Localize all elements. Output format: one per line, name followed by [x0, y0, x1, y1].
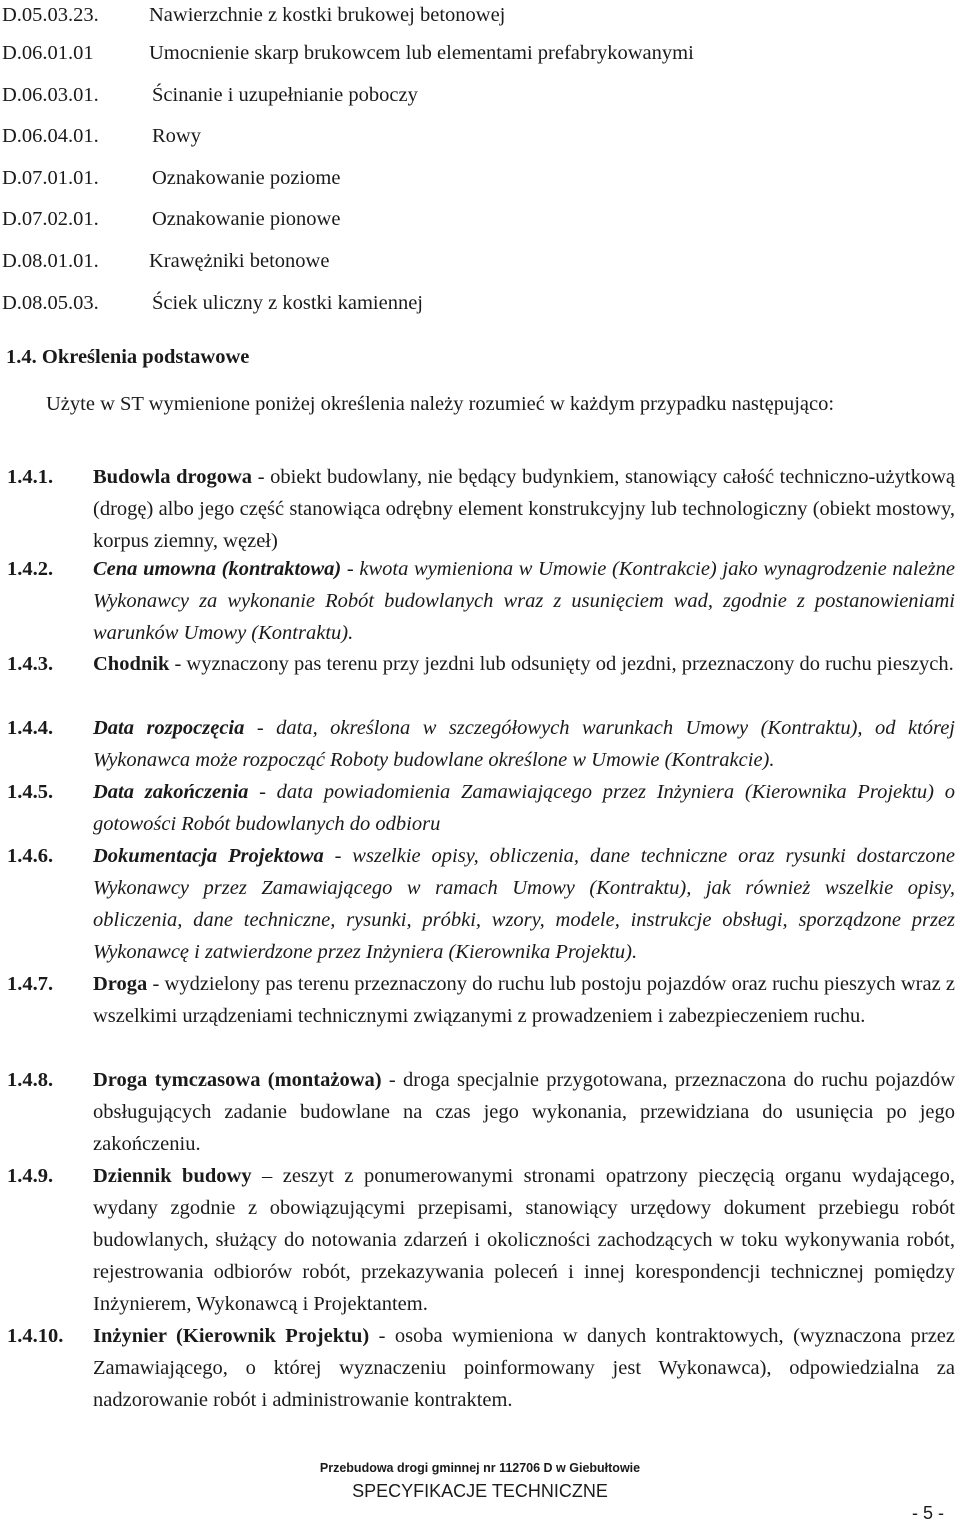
spec-name: Nawierzchnie z kostki brukowej betonowej [149, 4, 506, 26]
spec-code: D.07.01.01. [2, 167, 99, 189]
definition-text: - wyznaczony pas terenu przy jezdni lub odsunięty od jezdni, przeznaczony do ruchu pieszych. [169, 653, 954, 675]
definition-number: 1.4.5. [7, 781, 54, 803]
spec-code: D.08.01.01. [2, 250, 99, 272]
definition-text: - obiekt budowlany, nie będący budynkiem, stanowiący całość techniczno-użytkową (drogę) albo jego część stanowiąca odrębny element konstrukcyjny lub technologiczny (obiekt mostowy, korpus ziemny, węzeł) [93, 466, 955, 552]
definition-text: - droga specjalnie przygotowana, przeznaczona do ruchu pojazdów obsługujących zadanie budowlane na czas jego wykonania, przewidziana do usunięcia po jego zakończeniu. [93, 1069, 955, 1155]
definition-body [93, 1064, 955, 1160]
section-intro: Użyte w ST wymienione poniżej określenia należy rozumieć w każdym przypadku następująco: [46, 393, 835, 415]
definition-body [93, 968, 955, 1032]
spec-code: D.06.03.01. [2, 84, 99, 106]
definition-body [93, 648, 955, 680]
definition-number: 1.4.8. [7, 1069, 54, 1091]
definition-body [93, 1160, 955, 1320]
definition-term: Dokumentacja Projektowa [93, 845, 324, 867]
definition-term: Droga tymczasowa (montażowa) [93, 1069, 382, 1091]
definition-term: Data zakończenia [93, 781, 249, 803]
definition-number: 1.4.7. [7, 973, 54, 995]
definition-number: 1.4.4. [7, 717, 54, 739]
spec-code: D.08.05.03. [2, 292, 99, 314]
definition-number: 1.4.9. [7, 1165, 54, 1187]
definition-body [93, 461, 955, 557]
definition-text: - osoba wymieniona w danych kontraktowych, (wyznaczona przez Zamawiającego, o której wyznaczeniu poinformowany jest Wykonawca), odpowiedzialna za nadzorowanie robót i administrowanie kontraktem. [93, 1325, 955, 1411]
definition-term: Data rozpoczęcia [93, 717, 245, 739]
spec-name: Rowy [152, 125, 201, 147]
definition-text: - data powiadomienia Zamawiającego przez Inżyniera (Kierownika Projektu) o gotowości Robót budowlanych do odbioru [93, 781, 955, 835]
page-number: - 5 - [911, 1503, 944, 1523]
definition-number: 1.4.1. [7, 466, 54, 488]
definition-term: Cena umowna (kontraktowa) [93, 558, 342, 580]
definition-term: Inżynier (Kierownik Projektu) [93, 1325, 370, 1347]
definition-number: 1.4.3. [7, 653, 54, 675]
definition-text: – zeszyt z ponumerowanymi stronami opatrzony pieczęcią organu wydającego, wydany zgodnie z obowiązującymi przepisami, stanowiący urzędowy dokument przebiegu robót budowlanych, służący do notowania zdarzeń i okoliczności zachodzących w toku wykonywania robót, rejestrowania odbiorów robót, przekazywania poleceń i innej korespondencji technicznej pomiędzy Inżynierem, Wykonawcą i Projektantem. [93, 1165, 955, 1315]
spec-name: Umocnienie skarp brukowcem lub elementami prefabrykowanymi [149, 42, 694, 64]
definition-term: Dziennik budowy [93, 1165, 252, 1187]
definition-text: - kwota wymieniona w Umowie (Kontrakcie) jako wynagrodzenie należne Wykonawcy za wykonanie Robót budowlanych wraz z usunięciem wad, zgodnie z postanowieniami warunków Umowy (Kontraktu). [93, 558, 955, 644]
definition-term: Chodnik [93, 653, 170, 675]
spec-name: Ścinanie i uzupełnianie poboczy [152, 84, 418, 106]
definition-text: - wszelkie opisy, obliczenia, dane techniczne oraz rysunki dostarczone Wykonawcy przez Zamawiającego w ramach Umowy (Kontraktu), jak również wszelkie opisy, obliczenia, dane techniczne, rysunki, próbki, wzory, modele, instrukcje obsługi, sporządzone przez Wykonawcę i zatwierdzone przez Inżyniera (Kierownika Projektu). [93, 845, 955, 963]
definition-body [93, 840, 955, 968]
spec-code: D.06.04.01. [2, 125, 99, 147]
definition-number: 1.4.10. [7, 1325, 64, 1347]
definition-body [93, 712, 955, 776]
spec-name: Krawężniki betonowe [149, 250, 330, 272]
definition-body [93, 553, 955, 649]
spec-name: Ściek uliczny z kostki kamiennej [152, 292, 423, 314]
spec-code: D.05.03.23. [2, 4, 99, 26]
definition-body [93, 776, 955, 840]
definition-text: - wydzielony pas terenu przeznaczony do ruchu lub postoju pojazdów oraz ruchu pieszych wraz z wszelkimi urządzeniami technicznymi związanymi z prowadzeniem i zabezpieczeniem ruchu. [93, 973, 955, 1027]
spec-code: D.07.02.01. [2, 208, 99, 230]
definition-body [93, 1320, 955, 1416]
definition-number: 1.4.2. [7, 558, 54, 580]
spec-code: D.06.01.01 [2, 42, 94, 64]
footer-project-title: Przebudowa drogi gminnej nr 112706 D w Giebułtowie [319, 1461, 641, 1475]
footer-spec-title: SPECYFIKACJE TECHNICZNE [352, 1481, 608, 1501]
definition-number: 1.4.6. [7, 845, 54, 867]
spec-name: Oznakowanie poziome [152, 167, 341, 189]
definition-text: - data, określona w szczegółowych warunkach Umowy (Kontraktu), od której Wykonawca może rozpocząć Roboty budowlane określone w Umowie (Kontrakcie). [93, 717, 955, 771]
definition-term: Droga [93, 973, 148, 995]
section-heading: 1.4. Określenia podstawowe [6, 346, 250, 368]
definition-term: Budowla drogowa [93, 466, 253, 488]
spec-name: Oznakowanie pionowe [152, 208, 341, 230]
